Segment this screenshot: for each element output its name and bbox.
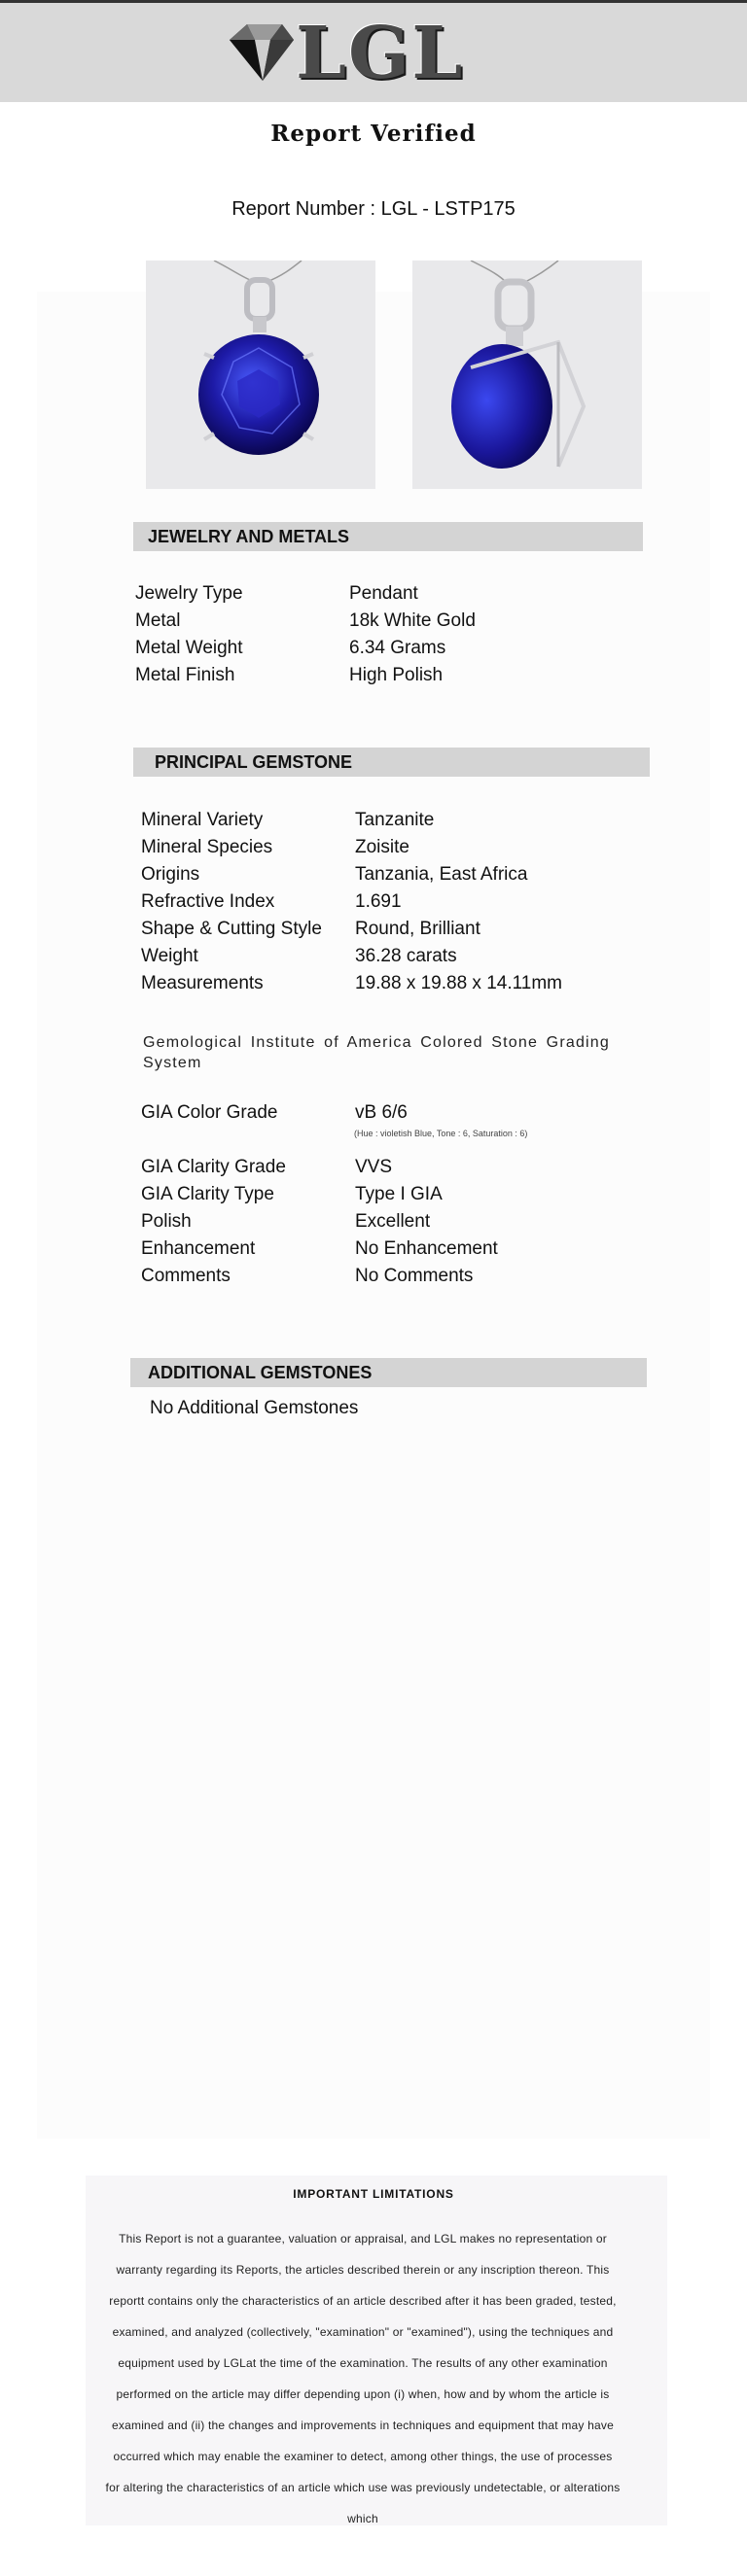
report-number-label: Report Number : <box>231 198 381 220</box>
limitations-text: This Report is not a guarantee, valuation or appraisal, and LGL makes no representation or warranty regarding its Reports, the articles described therein or any inscription thereon. This reportt contains only the characteristics of an article described after it has been graded, tested, examined, and analyzed (collectively, "examination" or "examined"), using the techniques and equipment used by LGLat the time of the examination. The results of any other examination performed on the article may differ depending upon (i) when, how and by whom the article is examined and (ii) the changes and improvements in techniques and equipment that may have occurred which may enable the examiner to detect, among other things, the use of processes for altering the characteristics of an article which use was previously undetectable, or alterations which <box>105 2232 621 2525</box>
principal-gemstone-heading: PRINCIPAL GEMSTONE <box>133 748 650 777</box>
limitations-title: IMPORTANT LIMITATIONS <box>293 2187 454 2201</box>
report-number-value: LGL - LSTP175 <box>380 198 516 220</box>
page-title: Report Verified <box>270 121 477 147</box>
pendant-front-photo[interactable] <box>146 261 375 489</box>
additional-gemstones-text: No Additional Gemstones <box>150 1398 359 1418</box>
color-grade-note: (Hue : violetish Blue, Tone : 6, Saturation : 6) <box>354 1129 528 1138</box>
brand-logo-text: LGL <box>296 12 465 95</box>
diamond-gem-icon <box>226 20 296 85</box>
jewelry-section-heading: JEWELRY AND METALS <box>133 522 643 551</box>
report-number <box>0 198 747 221</box>
pendant-side-photo[interactable] <box>412 261 642 489</box>
header-banner <box>0 0 747 102</box>
brand-logo[interactable] <box>226 12 479 95</box>
additional-gemstones-heading: ADDITIONAL GEMSTONES <box>130 1358 647 1387</box>
grading-standard-text: Gemological Institute of America Colored Stone Grading System <box>143 1034 610 1071</box>
